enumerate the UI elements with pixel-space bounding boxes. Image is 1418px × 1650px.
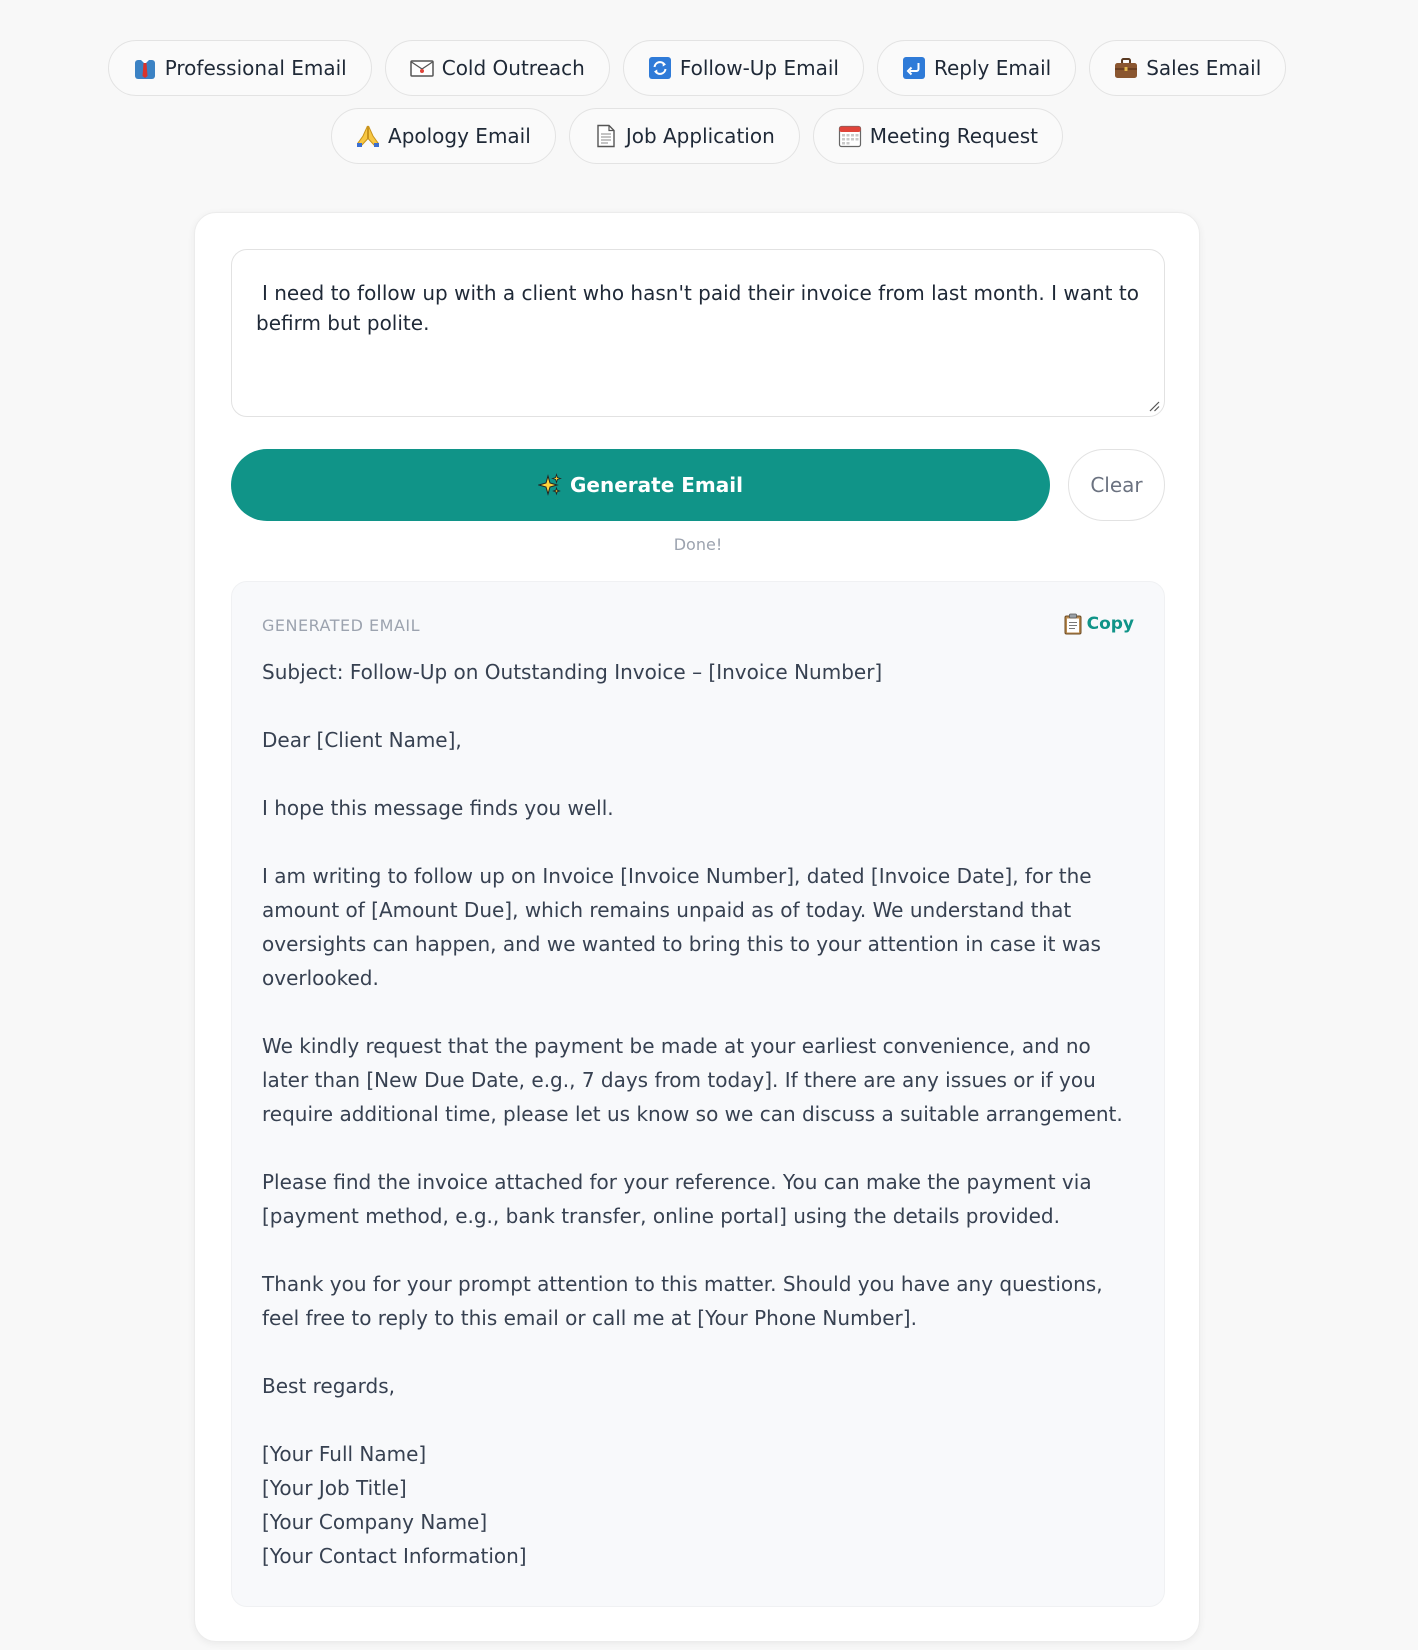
resize-handle-icon[interactable]	[1148, 400, 1160, 412]
template-label: Job Application	[625, 124, 775, 148]
folded-hands-icon	[356, 124, 380, 148]
sparkles-icon	[538, 473, 562, 497]
template-label: Follow-Up Email	[679, 56, 839, 80]
prompt-textarea[interactable]	[231, 249, 1165, 417]
template-chips-row-2	[0, 108, 1394, 164]
template-reply-email[interactable]	[877, 40, 1076, 96]
template-follow-up-email[interactable]	[623, 40, 864, 96]
status-text: Done!	[673, 535, 723, 554]
template-label: Sales Email	[1146, 56, 1262, 80]
template-label: Reply Email	[933, 56, 1052, 80]
template-label: Apology Email	[388, 124, 531, 148]
copy-label: Copy	[1086, 614, 1134, 634]
necktie-icon	[133, 56, 157, 80]
template-label: Cold Outreach	[441, 56, 585, 80]
template-chips-row-1	[0, 40, 1394, 96]
generated-email-heading: GENERATED EMAIL	[262, 616, 421, 635]
template-professional-email[interactable]	[108, 40, 372, 96]
template-job-application[interactable]	[569, 108, 800, 164]
generate-email-label: Generate Email	[570, 473, 743, 497]
generated-email-text: Subject: Follow-Up on Outstanding Invoice – [Invoice Number] Dear [Client Name], I hope this message finds you well. I am writing to follow up on Invoice [Invoice Number], dated [Invoice Date], for the amount of [Amount Due], which remains unpaid as of today. We understand that oversights can happen, and we wanted to bring this to your attention in case it was overlooked. We kindly request that the payment be made at your earliest convenience, and no later than [New Due Date, e.g., 7 days from today]. If there are any issues or if you require additional time, please let us know so we can discuss a suitable arrangement. Please find the invoice attached for your reference. You can make the payment via [payment method, e.g., bank transfer, online portal] using the details provided. Thank you for your prompt attention to this matter. Should you have any questions, feel free to reply to this email or call me at [Your Phone Number]. Best regards, [Your Full Name] [Your Job Title] [Your Company Name] [Your Contact Information]	[262, 660, 1123, 1568]
template-label: Meeting Request	[869, 124, 1038, 148]
document-icon	[594, 124, 618, 148]
template-meeting-request[interactable]	[813, 108, 1063, 164]
briefcase-icon	[1114, 56, 1138, 80]
copy-button[interactable]	[1063, 613, 1134, 635]
clear-button[interactable]: Clear	[1068, 449, 1165, 521]
reply-arrow-icon	[902, 56, 926, 80]
template-sales-email[interactable]	[1089, 40, 1286, 96]
template-cold-outreach[interactable]	[385, 40, 610, 96]
generator-card	[194, 212, 1200, 1642]
generate-email-button[interactable]	[231, 449, 1050, 521]
envelope-icon	[410, 56, 434, 80]
arrows-cycle-icon	[648, 56, 672, 80]
calendar-icon	[838, 124, 862, 148]
clipboard-icon	[1063, 613, 1083, 635]
template-apology-email[interactable]	[331, 108, 556, 164]
prompt-text: I need to follow up with a client who hasn't paid their invoice from last month. I want to befirm but polite.	[256, 281, 1139, 335]
generated-email-panel	[231, 581, 1165, 1607]
template-label: Professional Email	[164, 56, 347, 80]
